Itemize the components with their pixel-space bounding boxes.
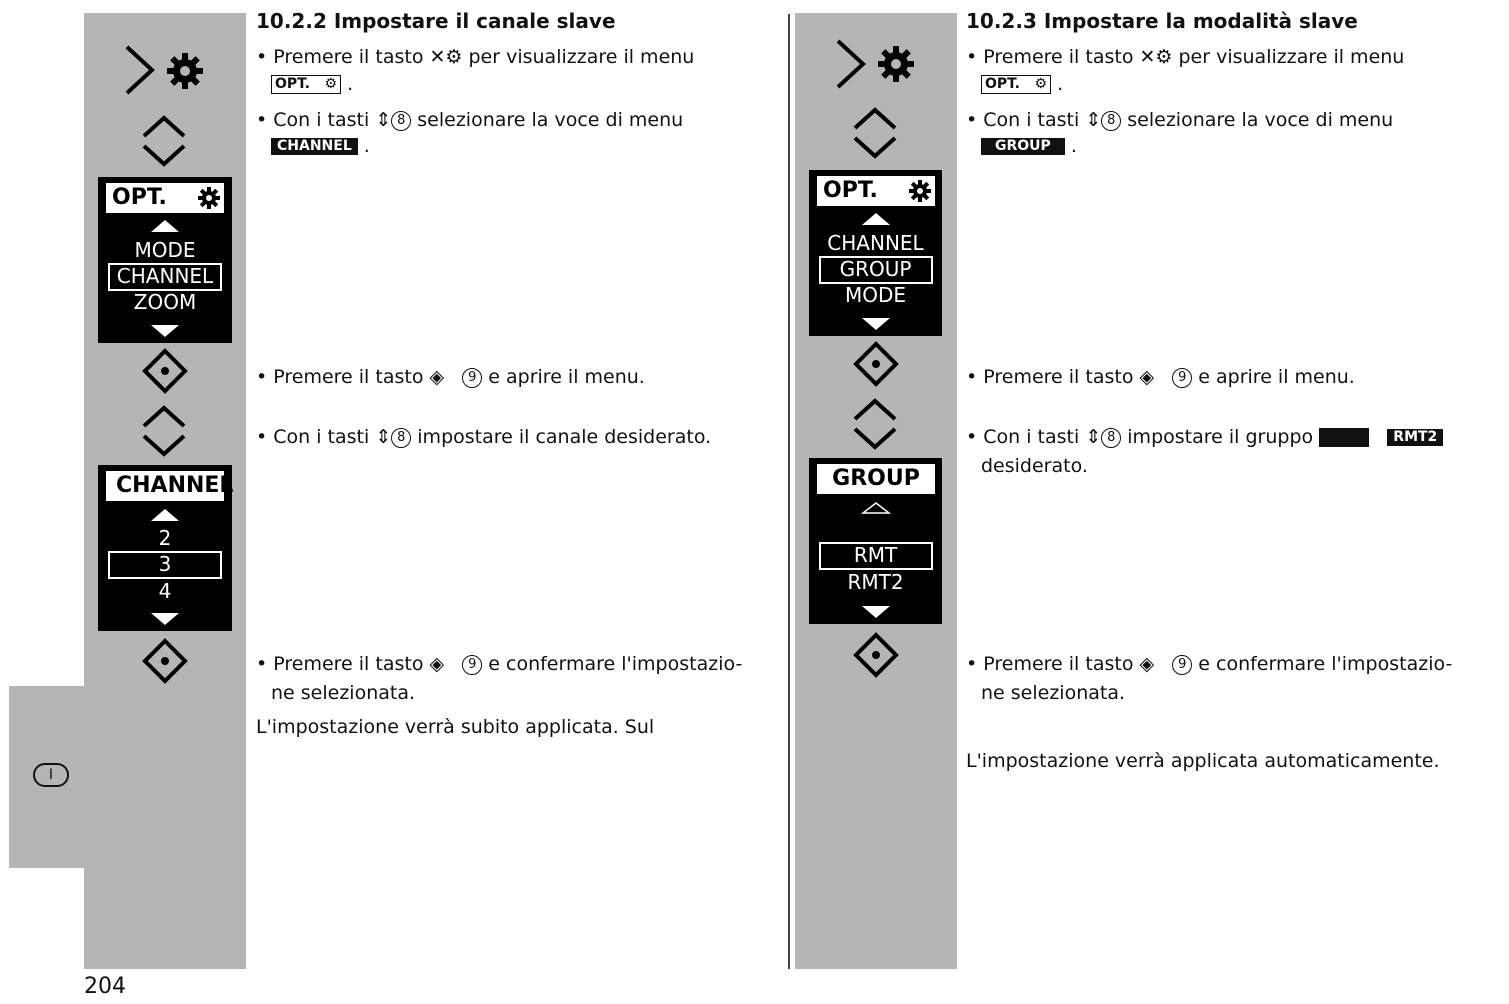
opt-badge: OPT. ⚙ [981, 75, 1051, 94]
up-down-chevron-icon [851, 106, 899, 160]
key-number: 9 [1172, 655, 1192, 675]
gear-icon [877, 45, 915, 83]
left-step-1: • Premere il tasto ✕⚙ per visualizzare il menu [256, 46, 695, 68]
enter-diamond-icon [853, 632, 899, 678]
channel-badge: CHANNEL [271, 138, 358, 155]
chevron-right-icon [835, 38, 867, 90]
right-screen-opt-menu [809, 170, 942, 336]
menu-key-icon: ✕⚙ [429, 46, 463, 68]
key-number: 9 [462, 655, 482, 675]
gear-icon [909, 180, 931, 202]
enter-diamond-icon [853, 341, 899, 387]
menu-key-icon: ✕⚙ [1139, 46, 1173, 68]
menu-item-channel: CHANNEL [116, 264, 214, 288]
group-option-selected: RMT [853, 543, 898, 567]
left-step-5-cont: ne selezionata. [271, 682, 416, 704]
channel-option-selected: 3 [158, 552, 172, 576]
left-step-3: • Premere il tasto ◈ 9 e aprire il menu. [256, 366, 645, 388]
gear-icon [166, 52, 204, 90]
rotary-key-icon: ⇕ 8 [1085, 109, 1121, 131]
channel-option: 4 [158, 579, 172, 603]
right-step-1: • Premere il tasto ✕⚙ per visualizzare il menu [966, 46, 1405, 68]
enter-key-icon: ◈ [429, 653, 445, 675]
menu-item-zoom: ZOOM [133, 290, 197, 314]
group-badge: GROUP [981, 138, 1065, 155]
screen-title: CHANNEL [106, 471, 224, 501]
rotary-key-icon: ⇕ 8 [1085, 426, 1121, 448]
section-heading-left: 10.2.2 Impostare il canale slave [256, 9, 616, 33]
up-down-chevron-icon [140, 114, 188, 168]
enter-key-icon: ◈ [1139, 366, 1155, 388]
column-divider [788, 14, 790, 969]
up-arrow-icon [151, 509, 179, 521]
left-step-5: • Premere il tasto ◈ 9 e confermare l'impostazio- [256, 653, 743, 675]
rmt2-badge: RMT2 [1387, 429, 1443, 446]
down-arrow-icon [862, 606, 890, 618]
rotary-key-icon: ⇕ 8 [375, 426, 411, 448]
rotary-key-icon: ⇕ 8 [375, 109, 411, 131]
right-step-5: • Premere il tasto ◈ 9 e confermare l'impostazio- [966, 653, 1453, 675]
up-arrow-icon [862, 213, 890, 225]
down-arrow-icon [151, 325, 179, 337]
right-step-1-badge-line: OPT. ⚙ . [981, 70, 1063, 99]
key-number: 9 [462, 368, 482, 388]
left-note: L'impostazione verrà subito applicata. Sul [256, 716, 655, 738]
right-step-4-cont: desiderato. [981, 455, 1088, 477]
right-screen-group-menu [809, 458, 942, 624]
menu-item-channel: CHANNEL [827, 231, 924, 255]
up-arrow-outline-icon [862, 502, 890, 514]
menu-item-mode: MODE [844, 283, 907, 307]
down-arrow-icon [151, 613, 179, 625]
language-tab [9, 686, 85, 868]
menu-item-group: GROUP [839, 257, 912, 281]
up-arrow-icon [151, 220, 179, 232]
down-arrow-icon [862, 318, 890, 330]
left-screen-opt-menu [98, 177, 232, 343]
language-tab-label: I [33, 763, 69, 787]
group-option: RMT2 [847, 570, 904, 594]
left-step-2: • Con i tasti ⇕ 8 selezionare la voce di menu [256, 109, 684, 131]
left-step-2-badge-line: CHANNEL . [271, 132, 370, 161]
channel-option: 2 [158, 526, 172, 550]
up-down-chevron-icon [851, 397, 899, 451]
enter-key-icon: ◈ [1139, 653, 1155, 675]
enter-diamond-icon [142, 638, 188, 684]
screen-title: OPT. [106, 183, 224, 213]
page-number: 204 [84, 974, 126, 999]
up-down-chevron-icon [140, 404, 188, 458]
screen-title: GROUP [817, 464, 935, 494]
group-value-blackout [1319, 428, 1369, 447]
right-step-4: • Con i tasti ⇕ 8 impostare il gruppo RMT2 [966, 423, 1443, 452]
left-screen-channel-menu [98, 465, 232, 631]
enter-diamond-icon [142, 348, 188, 394]
right-step-2-badge-line: GROUP . [981, 132, 1077, 161]
right-step-2: • Con i tasti ⇕ 8 selezionare la voce di menu [966, 109, 1394, 131]
left-step-1-badge-line: OPT. ⚙ . [271, 70, 353, 99]
right-note: L'impostazione verrà applicata automaticamente. [966, 750, 1440, 772]
chevron-right-icon [124, 44, 156, 96]
key-number: 9 [1172, 368, 1192, 388]
right-step-5-cont: ne selezionata. [981, 682, 1126, 704]
screen-title: OPT. [817, 176, 935, 206]
opt-badge: OPT. ⚙ [271, 75, 341, 94]
gear-icon [198, 187, 220, 209]
section-heading-right: 10.2.3 Impostare la modalità slave [966, 9, 1358, 33]
right-step-3: • Premere il tasto ◈ 9 e aprire il menu. [966, 366, 1355, 388]
enter-key-icon: ◈ [429, 366, 445, 388]
menu-item-mode: MODE [134, 238, 196, 262]
left-step-4: • Con i tasti ⇕ 8 impostare il canale desiderato. [256, 426, 712, 448]
